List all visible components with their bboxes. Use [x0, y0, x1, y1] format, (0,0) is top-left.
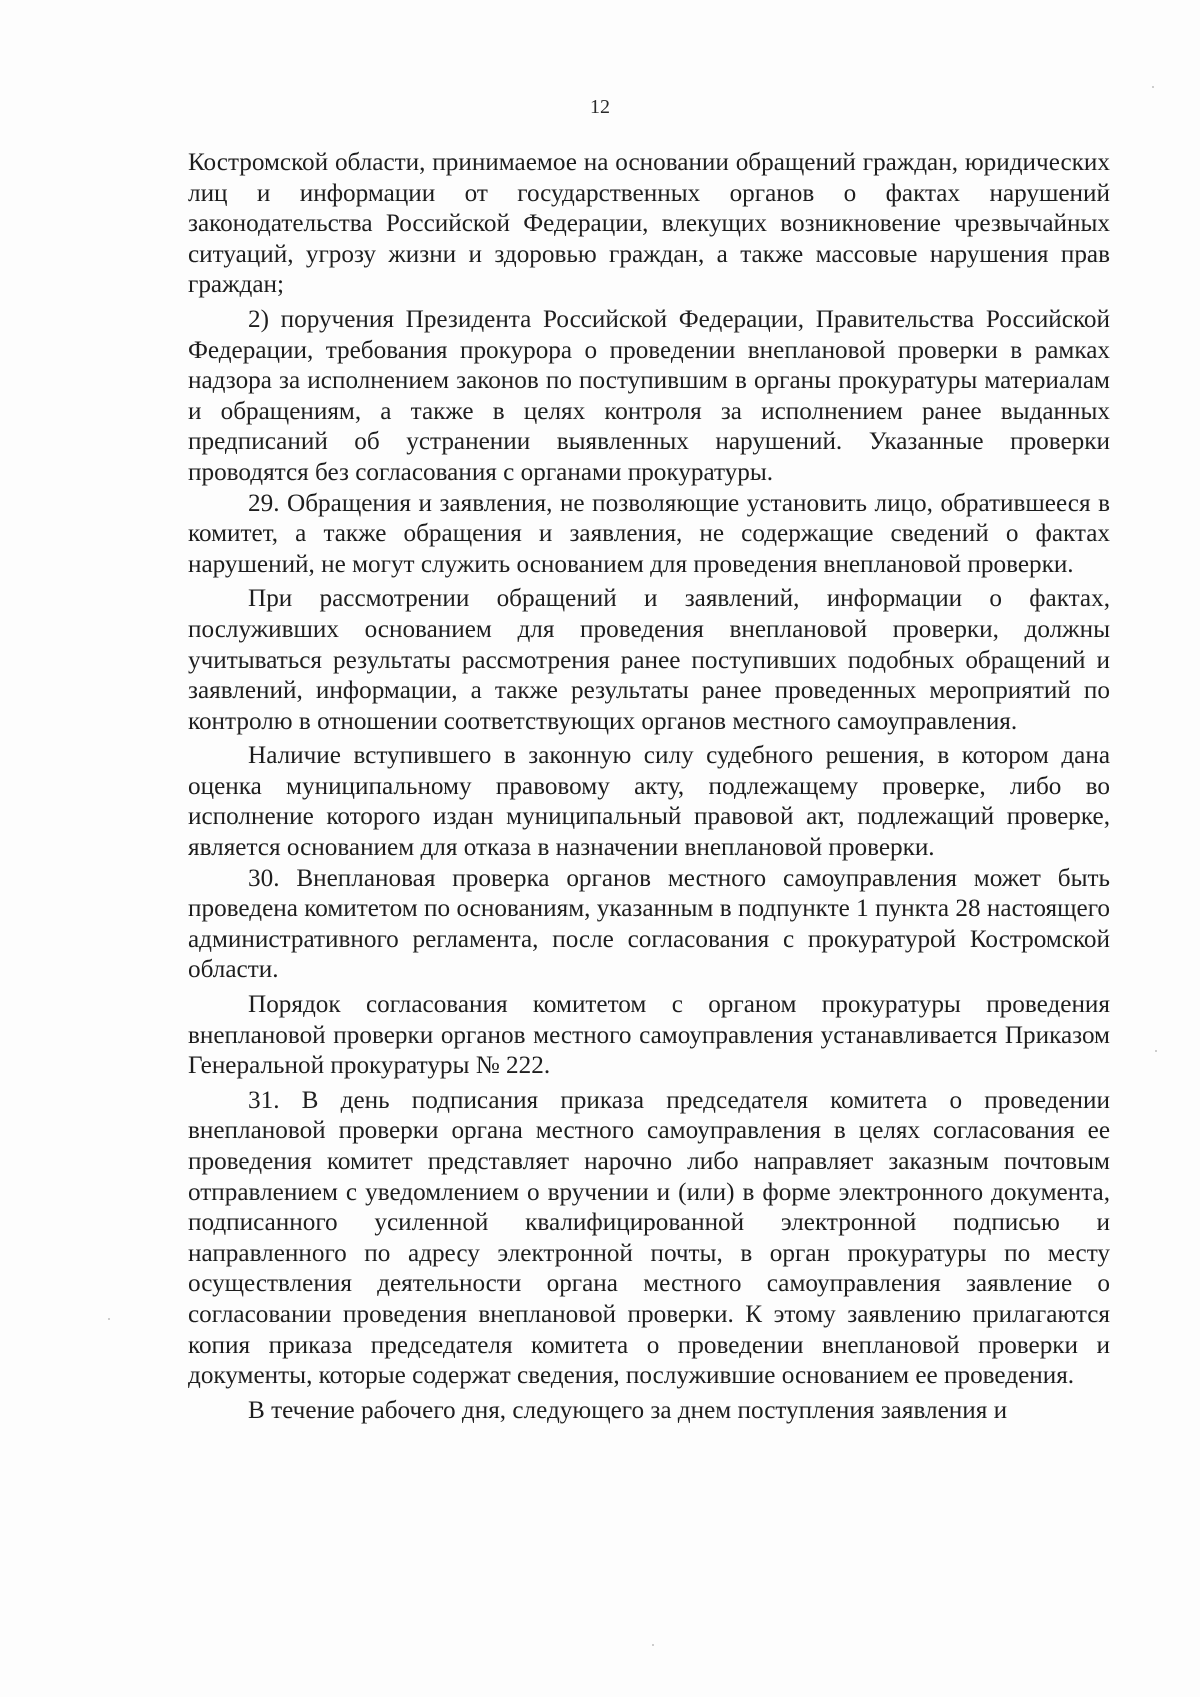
paragraph-approval-procedure: Порядок согласования комитетом с органом прокуратуры проведения внеплановой проверки органов местного самоуправления устанавливается Приказом Генеральной прокуратуры № 222.	[188, 991, 1110, 1080]
paragraph-item-2: 2) поручения Президента Российской Федерации, Правительства Российской Федерации, требования прокурора о проведении внеплановой проверки в рамках надзора за исполнением законов по поступившим в органы прокуратуры материалам и обращениям, а также в целях контроля за исполнением ранее выданных предписаний об устранении выявленных нарушений. Указанные проверки проводятся без согласования с органами прокуратуры.	[188, 305, 1110, 486]
paragraph-court-decision: Наличие вступившего в законную силу судебного решения, в котором дана оценка муниципальному правовому акту, подлежащему проверке, либо во исполнение которого издан муниципальный правовой акт, подлежащий проверке, является основанием для отказа в назначении внеплановой проверки.	[188, 742, 1110, 862]
paragraph-review-of-appeals: При рассмотрении обращений и заявлений, информации о фактах, послуживших основанием для проведения внеплановой проверки, должны учитываться результаты рассмотрения ранее поступивших подобных обращений и заявлений, информации, а также результаты ранее проведенных мероприятий по контролю в отношении соответствующих органов местного самоуправления.	[188, 585, 1110, 735]
paragraph-30: 30. Внеплановая проверка органов местного самоуправления может быть проведена комитетом по основаниям, указанным в подпункте 1 пункта 28 настоящего административного регламента, после согласования с прокуратурой Костромской области.	[188, 864, 1110, 984]
scan-speck	[652, 1644, 654, 1646]
scan-speck	[1152, 86, 1154, 88]
paragraph-31: 31. В день подписания приказа председателя комитета о проведении внеплановой проверки органа местного самоуправления в целях согласования ее проведения комитет представляет нарочно либо направляет заказным почтовым отправлением с уведомлением о вручении и (или) в форме электронного документа, подписанного усиленной квалифицированной электронной подписью и направленного по адресу электронной почты, в орган прокуратуры по месту осуществления деятельности органа местного самоуправления заявление о согласовании проведения внеплановой проверки. К этому заявлению прилагаются копия приказа председателя комитета о проведении внеплановой проверки и документы, которые содержат сведения, послужившие основанием ее проведения.	[188, 1086, 1110, 1390]
paragraph-29: 29. Обращения и заявления, не позволяющие установить лицо, обратившееся в комитет, а также обращения и заявления, не содержащие сведений о фактах нарушений, не могут служить основанием для проведения внеплановой проверки.	[188, 489, 1110, 578]
paragraph-continuation: Костромской области, принимаемое на основании обращений граждан, юридических лиц и информации от государственных органов о фактах нарушений законодательства Российской Федерации, влекущих возникновение чрезвычайных ситуаций, угрозу жизни и здоровью граждан, а также массовые нарушения прав граждан;	[188, 149, 1110, 299]
scan-speck	[108, 1318, 110, 1320]
scan-speck	[1155, 1050, 1157, 1052]
document-body	[188, 148, 1110, 1426]
paragraph-working-day: В течение рабочего дня, следующего за днем поступления заявления и	[248, 1396, 1008, 1424]
page-number: 12	[590, 96, 610, 118]
